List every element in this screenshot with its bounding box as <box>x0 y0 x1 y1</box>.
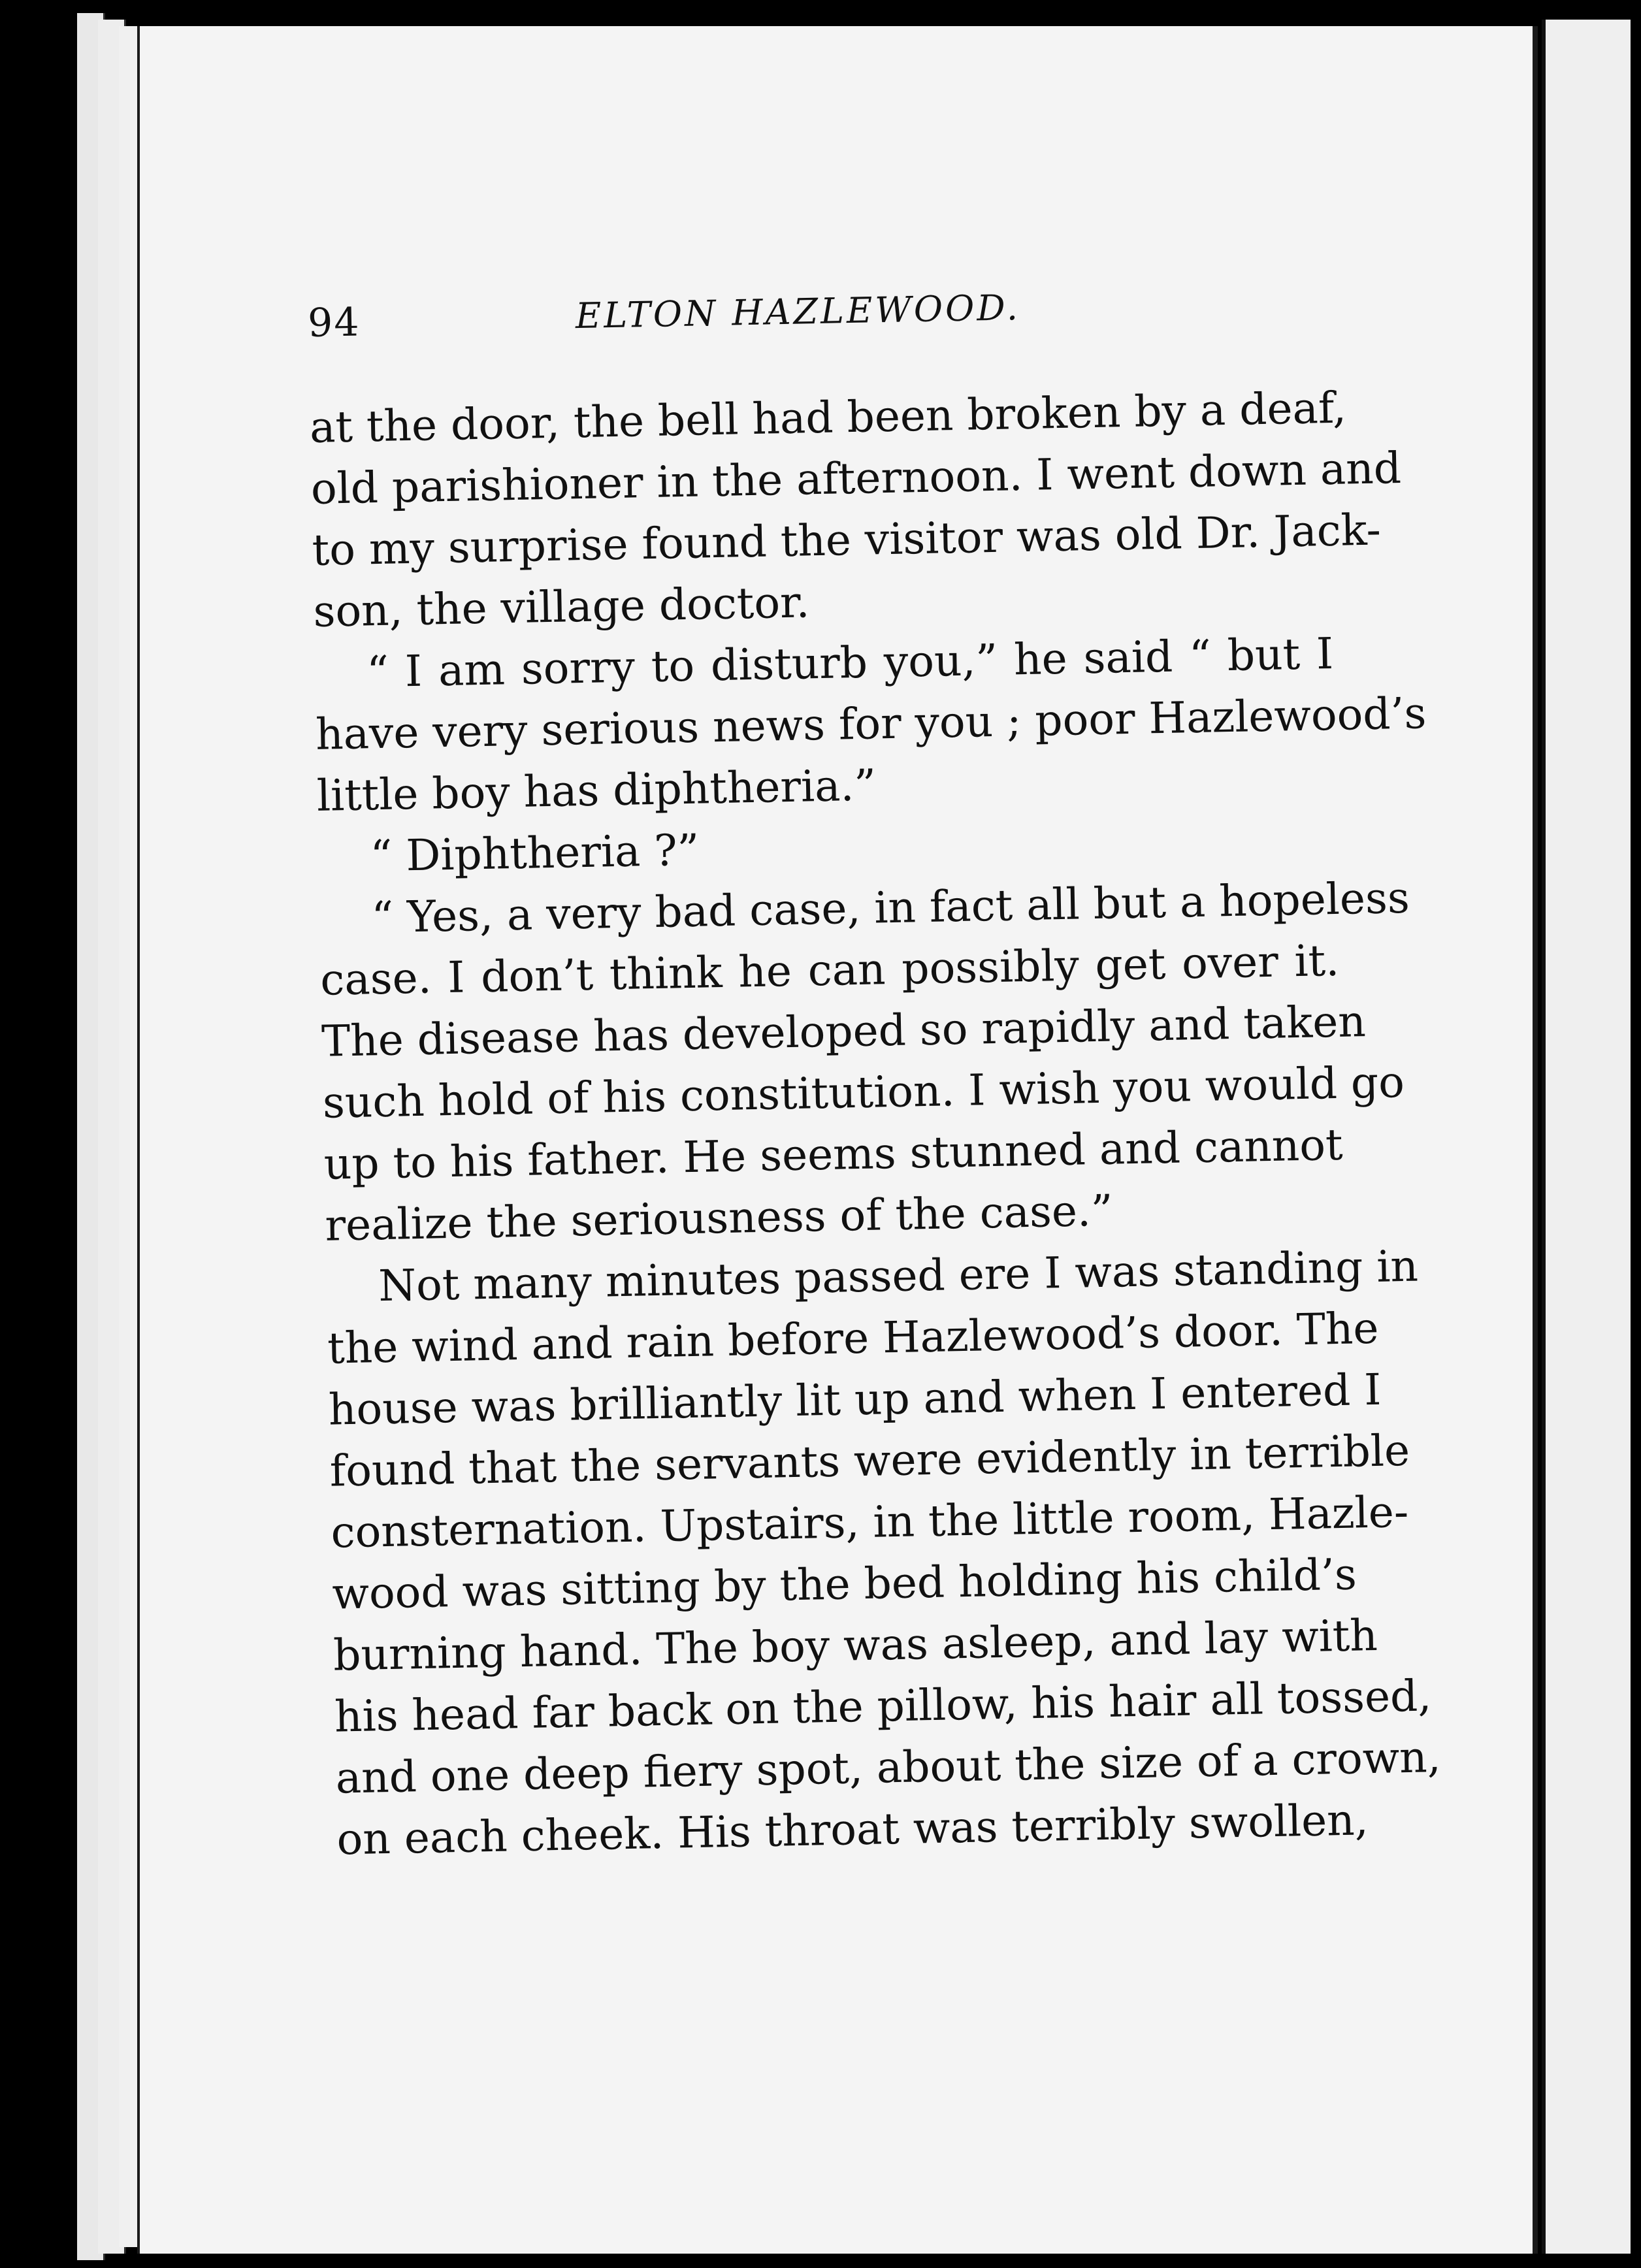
text-line: “ I am sorry to disturb you,” he said “ but I <box>366 628 1334 698</box>
text-line: to my surprise found the visitor was old Dr. Jack- <box>311 504 1382 575</box>
text-line: on each cheek. His throat was terribly swollen, <box>336 1794 1369 1865</box>
text-line: his head far back on the pillow, his hair all tossed, <box>334 1670 1432 1742</box>
text-line: Not many minutes passed ere I was standing in <box>378 1240 1419 1312</box>
text-line: realize the seriousness of the case.” <box>324 1185 1114 1251</box>
text-line: burning hand. The boy was asleep, and lay with <box>333 1610 1378 1681</box>
text-line: consternation. Upstairs, in the little room, Hazle- <box>330 1486 1409 1558</box>
text-line: wood was sitting by the bed holding his child’s <box>331 1549 1357 1619</box>
text-line: case. I don’t think he can possibly get over it. <box>319 935 1340 1005</box>
page-number: 94 <box>307 299 361 346</box>
text-line: at the door, the bell had been broken by a deaf, <box>309 382 1347 453</box>
text-line: son, the village doctor. <box>312 577 811 637</box>
text-line: old parishioner in the afternoon. I went down and <box>310 442 1402 514</box>
text-line: house was brilliantly lit up and when I entered I <box>328 1364 1382 1435</box>
text-line: “ Diphtheria ?” <box>369 824 700 882</box>
text-line: little boy has diphtheria.” <box>316 760 877 821</box>
running-title: ELTON HAZLEWOOD. <box>575 287 1021 337</box>
text-line: found that the servants were evidently in terrible <box>329 1425 1410 1497</box>
text-line: the wind and rain before Hazlewood’s door. The <box>327 1303 1380 1374</box>
text-line: The disease has developed so rapidly and taken <box>321 996 1367 1067</box>
facing-page-edge <box>1542 20 1631 2254</box>
text-line: such hold of his constitution. I wish you would go <box>322 1056 1405 1128</box>
page-text <box>307 268 1442 1871</box>
body-text <box>309 378 1442 1871</box>
text-line: and one deep fiery spot, about the size of a crown, <box>335 1732 1442 1804</box>
text-line: up to his father. He seems stunned and cannot <box>323 1119 1344 1190</box>
text-line: have very serious news for you ; poor Hazlewood’s <box>315 688 1427 760</box>
text-line: “ Yes, a very bad case, in fact all but a hopeless <box>370 872 1410 943</box>
